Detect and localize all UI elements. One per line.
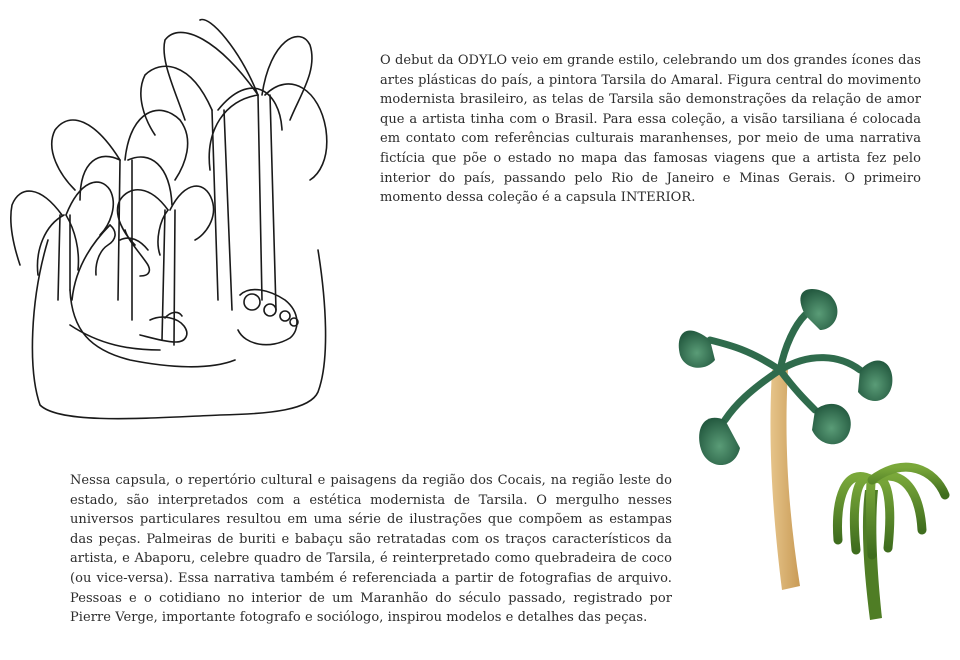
color-palms-illustration [660,280,960,640]
figure-body [70,290,235,367]
palm-fronds-2 [837,467,945,555]
palm-trunk [770,370,800,590]
intro-paragraph: O debut da ODYLO veio em grande estilo, celebrando um dos grandes ícones das artes plásticas do país, a pintora Tarsila do Amaral. Figura central do movimento modernista brasileiro, as telas de Tarsila são demonstrações da relação de amor que a artista tinha com o Brasil. Para essa coleção, a visão tarsiliana é colocada em contato com referências culturais maranhenses, por meio de uma narrativa fictícia que põe o estado no mapa das famosas viagens que a artista fez pelo interior do país, passando pelo Rio de Janeiro e Minas Gerais. O primeiro momento dessa coleção é a capsula INTERIOR. [380,53,921,206]
figure-foot [238,290,297,345]
figure-hand [140,317,187,342]
capsule-paragraph: Nessa capsula, o repertório cultural e paisagens da região dos Cocais, na região leste do estado, são interpretados com a estética modernista de Tarsila. O mergulho nesses universos particulares resultou em uma série de ilustrações que compõem as estampas das peças. Palmeiras de buriti e babaçu são retratadas com os traços característicos da artista, e Abaporu, celebre quadro de Tarsila, é reinterpretado como quebradeira de coco (ou vice-versa). Essa narrativa também é referenciada a partir de fotografias de arquivo. Pessoas e o cotidiano no interior de um Maranhão do século passado, registrado por Pierre Verge, importante fotografo e sociólogo, inspirou modelos e detalhes das peças. [70,473,672,626]
abaporu-lineart-illustration [0,0,340,430]
